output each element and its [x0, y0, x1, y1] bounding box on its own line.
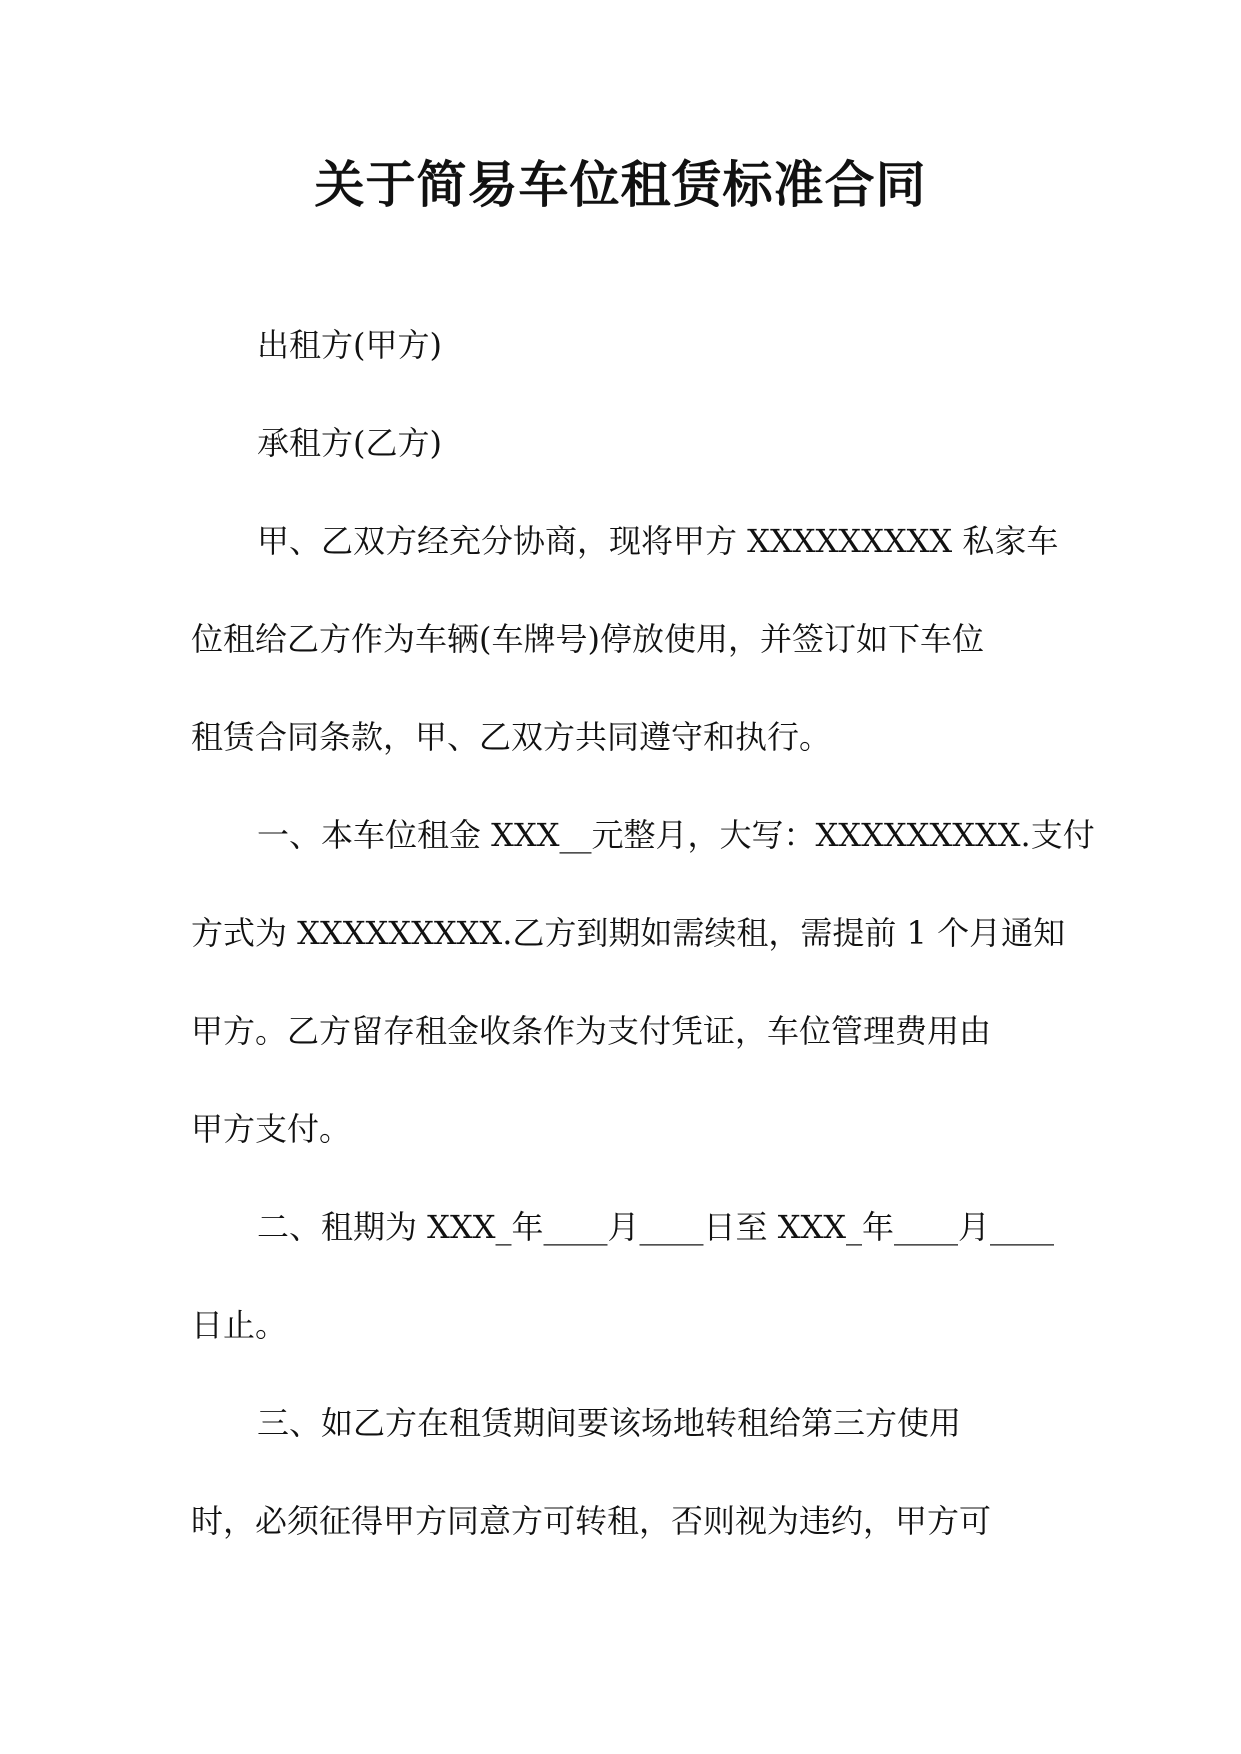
text-line: 日止。 — [191, 1306, 288, 1344]
text-line: 租赁合同条款，甲、乙双方共同遵守和执行。 — [191, 718, 832, 756]
text-line: 甲、乙双方经充分协商，现将甲方 XXXXXXXXX 私家车 — [257, 522, 1059, 560]
document-title: 关于简易车位租赁标准合同 — [314, 155, 927, 214]
text-line: 甲方。乙方留存租金收条作为支付凭证，车位管理费用由 — [191, 1012, 992, 1050]
text-line: 承租方(乙方) — [257, 424, 442, 462]
text-line: 出租方(甲方) — [257, 326, 442, 364]
text-line: 二、租期为 XXX_年____月____日至 XXX_年____月____ — [257, 1208, 1055, 1246]
paragraph-clause-2 — [191, 1178, 1056, 1374]
text-line: 方式为 XXXXXXXXX.乙方到期如需续租，需提前 1 个月通知 — [191, 914, 1066, 952]
text-line: 甲方支付。 — [191, 1110, 352, 1148]
text-line: 一、本车位租金 XXX__元整月，大写：XXXXXXXXX.支付 — [257, 816, 1095, 854]
document-body — [191, 296, 1095, 1570]
paragraph-intro — [191, 492, 1059, 786]
paragraph-clause-3 — [191, 1374, 1056, 1570]
paragraph-clause-1 — [191, 786, 1095, 1178]
paragraph-lessor — [191, 296, 1056, 394]
paragraph-lessee — [191, 394, 1056, 492]
text-line: 三、如乙方在租赁期间要该场地转租给第三方使用 — [257, 1404, 962, 1442]
text-line: 位租给乙方作为车辆(车牌号)停放使用，并签订如下车位 — [191, 620, 984, 658]
text-line: 时，必须征得甲方同意方可转租，否则视为违约，甲方可 — [191, 1502, 992, 1540]
